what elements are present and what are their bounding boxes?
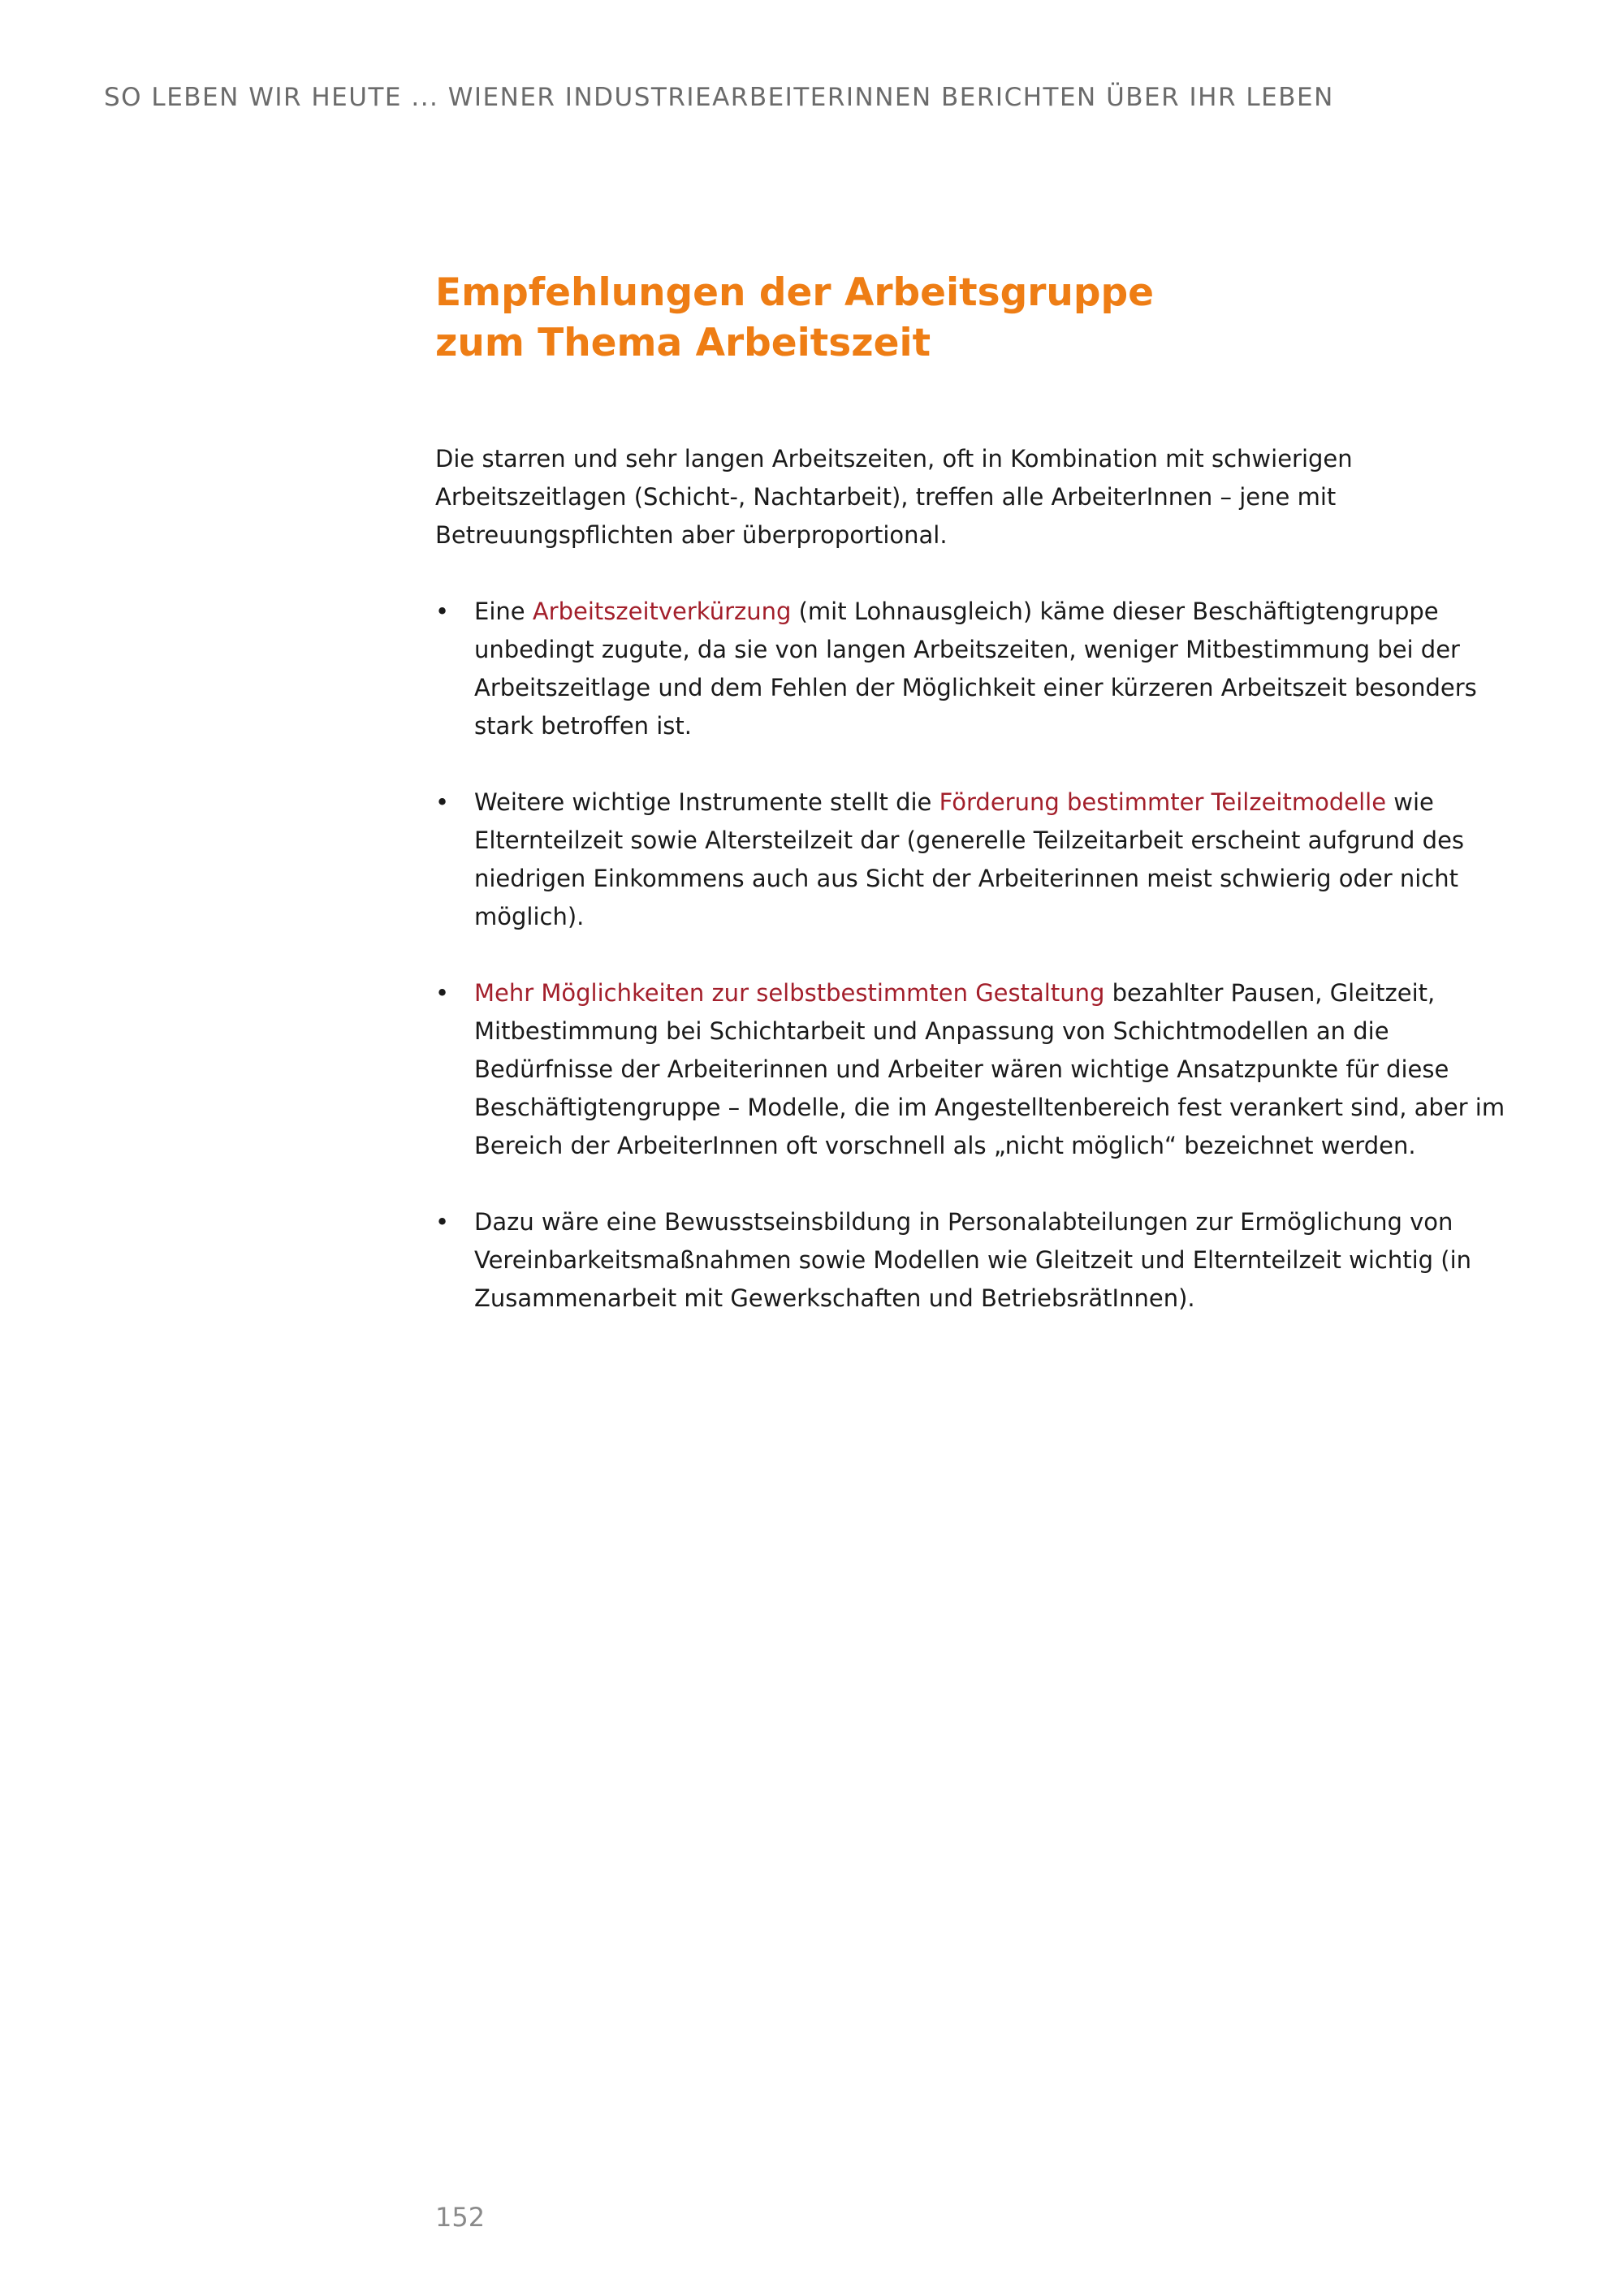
list-item: [435, 974, 1507, 1165]
recommendation-list: [435, 593, 1507, 1318]
section-title-line-2: zum Thema Arbeitszeit: [435, 321, 931, 365]
bullet-highlight: Arbeitszeitverkürzung: [532, 598, 792, 625]
bullet-text-after: bezahlter Pausen, Gleitzeit, Mitbestimmung bei Schichtarbeit und Anpassung von Schichtmodellen an die Bedürfnisse der Arbeiterinnen und Arbeiter wären wichtige Ansatzpunkte für diese Beschäftigtengruppe – Modelle, die im Angestelltenbereich fest verankert sind, aber im Bereich der ArbeiterInnen oft vorschnell als „nicht möglich“ bezeichnet werden.: [474, 979, 1505, 1159]
bullet-text-before: Dazu wäre eine Bewusstseinsbildung in Personalabteilungen zur Ermöglichung von Vereinbarkeitsmaßnahmen sowie Modellen wie Gleitzeit und Elternteilzeit wichtig (in Zusammenarbeit mit Gewerkschaften und BetriebsrätInnen).: [474, 1208, 1472, 1312]
bullet-highlight: Förderung bestimmter Teilzeitmodelle: [939, 788, 1387, 816]
bullet-icon: •: [435, 1208, 450, 1236]
running-header: SO LEBEN WIR HEUTE ... WIENER INDUSTRIEARBEITERINNEN BERICHTEN ÜBER IHR LEBEN: [104, 83, 1334, 112]
bullet-text-before: Eine: [474, 598, 533, 625]
list-item: [435, 783, 1507, 936]
section-title: [435, 268, 1507, 369]
list-item: [435, 1203, 1507, 1318]
bullet-text-before: Weitere wichtige Instrumente stellt die: [474, 788, 939, 816]
bullet-icon: •: [435, 979, 450, 1007]
bullet-text-after: wie Elternteilzeit sowie Altersteilzeit dar (generelle Teilzeitarbeit erscheint aufgrund des niedrigen Einkommens auch aus Sicht der Arbeiterinnen meist schwierig oder nicht möglich).: [474, 788, 1465, 930]
section-title-line-1: Empfehlungen der Arbeitsgruppe: [435, 270, 1155, 315]
main-content: [435, 268, 1507, 1356]
page-number: 152: [435, 2202, 486, 2233]
bullet-highlight: Mehr Möglichkeiten zur selbstbestimmten Gestaltung: [474, 979, 1105, 1007]
bullet-icon: •: [435, 788, 450, 816]
intro-paragraph: Die starren und sehr langen Arbeitszeiten, oft in Kombination mit schwierigen Arbeitszeitlagen (Schicht-, Nachtarbeit), treffen alle ArbeiterInnen – jene mit Betreuungspflichten aber überproportional.: [435, 445, 1353, 549]
bullet-text-after: (mit Lohnausgleich) käme dieser Beschäftigtengruppe unbedingt zugute, da sie von langen Arbeitszeiten, weniger Mitbestimmung bei der Arbeitszeitlage und dem Fehlen der Möglichkeit einer kürzeren Arbeitszeit besonders stark betroffen ist.: [474, 598, 1477, 740]
bullet-icon: •: [435, 598, 450, 625]
list-item: [435, 593, 1507, 745]
